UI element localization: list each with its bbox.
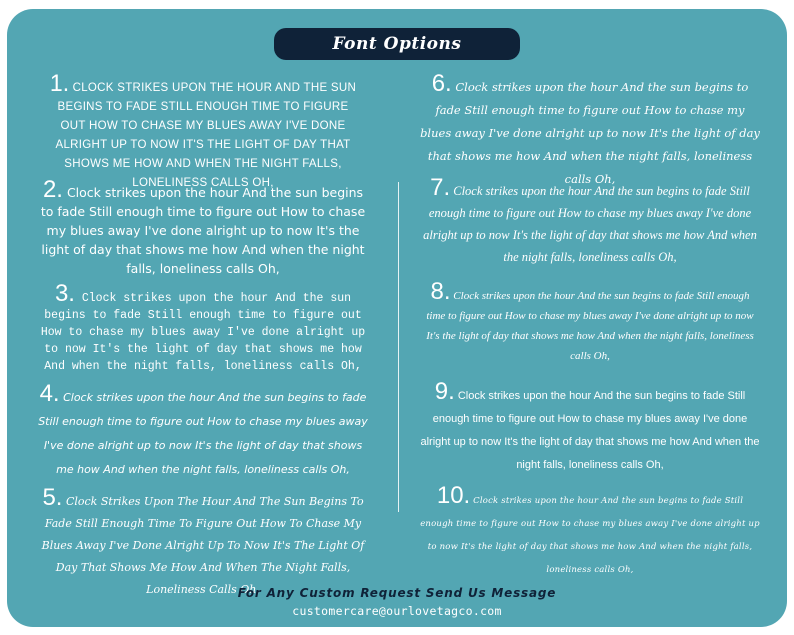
option-number: 5. <box>42 484 63 511</box>
page-title-text: Font Options <box>332 34 462 54</box>
option-sample-text: Clock strikes upon the hour And the sun begins to fade Still enough time to figure out How to chase my blues away I've done alright up to now It's the light of day that shows me how And when the night falls, loneliness calls Oh, <box>38 391 368 476</box>
option-sample-text: Clock strikes upon the hour And the sun begins to fade Still enough time to figure out How to chase my blues away I've done alright up to now It's the light of day that shows me how And when the night falls, loneliness calls Oh, <box>40 185 366 276</box>
contact-email: customercare@ourlovetagco.com <box>292 604 502 618</box>
font-option-2 <box>38 178 368 278</box>
font-option-9 <box>420 380 760 477</box>
column-divider <box>398 182 399 512</box>
font-option-4 <box>38 382 368 482</box>
option-sample-text: Clock strikes upon the hour And the sun begins to fade Still enough time to figure out How to chase my blues away I've done alright up to now It's the light of day that shows me how And when the night falls, loneliness calls Oh, <box>420 390 760 471</box>
font-option-8 <box>420 280 760 366</box>
option-sample-text: Clock strikes upon the hour And the sun begins to fade Still enough time to figure out How to chase my blues away I've done alright up to now It's the light of day that shows me how And when the night falls, loneliness calls Oh, <box>420 80 760 186</box>
option-sample-text: Clock strikes upon the hour And the sun begins to fade Still enough time to figure out How to chase my blues away I've done alright up to now It's the light of day that shows me how And when the night falls, loneliness calls Oh, <box>40 292 366 373</box>
option-number: 6. <box>431 70 452 97</box>
option-number: 9. <box>434 378 455 405</box>
font-option-10 <box>420 484 760 582</box>
option-sample-text: CLOCK STRIKES UPON THE HOUR AND THE SUN BEGINS TO FADE STILL ENOUGH TIME TO FIGURE OUT HOW TO CHASE MY BLUES AWAY I'VE DONE ALRIGHT UP TO NOW IT'S THE LIGHT OF DAY THAT SHOWS ME HOW AND WHEN THE NIGHT FALLS, LONELINESS CALLS OH, <box>55 80 357 189</box>
option-number: 3. <box>54 280 75 307</box>
option-number: 7. <box>430 174 451 201</box>
option-sample-text: Clock strikes upon the hour And the sun begins to fade Still enough time to figure out How to chase my blues away I've done alright up to now It's the light of day that shows me how And when the night falls, loneliness calls Oh, <box>426 290 754 362</box>
font-option-1 <box>45 72 362 192</box>
option-number: 4. <box>39 380 60 407</box>
option-sample-text: Clock strikes upon the hour And the sun begins to fade Still enough time to figure out How to chase my blues away I've done alright up to now It's the light of day that shows me how And when the night falls, loneliness calls Oh, <box>423 184 757 264</box>
option-number: 10. <box>436 482 471 509</box>
page-title <box>274 28 520 60</box>
custom-request-note: For Any Custom Request Send Us Message <box>237 586 557 600</box>
font-option-5 <box>38 486 368 601</box>
font-option-7 <box>420 176 760 268</box>
font-option-6 <box>420 72 760 191</box>
option-number: 1. <box>49 70 70 97</box>
option-number: 2. <box>42 176 63 203</box>
option-sample-text: Clock Strikes Upon The Hour And The Sun Begins To Fade Still Enough Time To Figure Out How To Chase My Blues Away I've Done Alright Up To Now It's The Light Of Day That Shows Me How And When The Night Falls, Loneliness Calls Oh, <box>41 495 365 596</box>
option-sample-text: Clock strikes upon the hour And the sun begins to fade Still enough time to figure out How to chase my blues away I've done alright up to now It's the light of day that shows me how And when the night falls, loneliness calls Oh, <box>420 496 760 575</box>
option-number: 8. <box>430 278 451 305</box>
font-option-3 <box>38 282 368 375</box>
